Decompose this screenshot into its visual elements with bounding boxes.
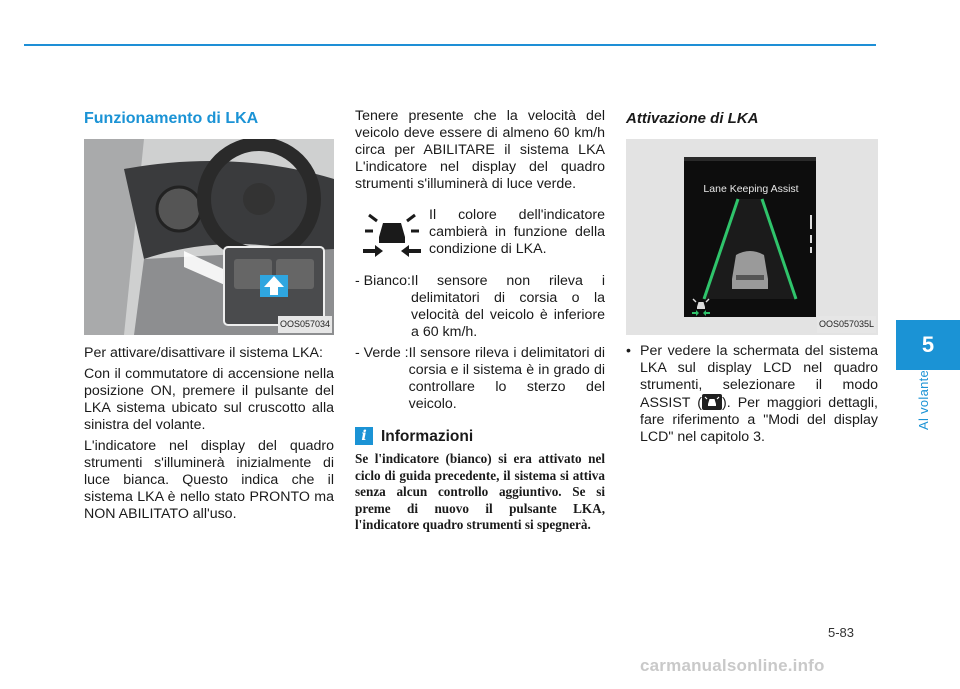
column-left xyxy=(84,104,334,527)
dashboard-photo xyxy=(84,139,334,335)
watermark: carmanualsonline.info xyxy=(640,656,825,675)
chapter-number-tab[interactable]: 5 xyxy=(896,320,960,370)
lcd-screen-title: Lane Keeping Assist xyxy=(703,183,799,195)
paragraph: Per attivare/disattivare il sistema LKA: xyxy=(84,345,323,361)
bullet-item xyxy=(626,343,878,446)
lka-indicator-icon xyxy=(355,207,429,261)
chapter-title: Al volante xyxy=(916,369,931,430)
chapter-title-tab[interactable] xyxy=(896,370,960,440)
indicator-note xyxy=(355,207,605,261)
definition-desc: Il sensore rileva i delimitatori di corsia e il sistema è in grado di controllare lo sterzo del veicolo. xyxy=(408,345,605,412)
bullet-symbol: • xyxy=(626,343,631,359)
subsection-heading: Attivazione di LKA xyxy=(626,110,759,127)
paragraph: Tenere presente che la velocità del veicolo deve essere di almeno 60 km/h circa per ABILITARE il sistema LKA L'indicatore nel display del quadro strumenti s'illuminerà di luce verde. xyxy=(355,108,605,192)
page-number: 5-83 xyxy=(828,625,855,640)
dashboard-illustration xyxy=(84,139,334,335)
info-title: Informazioni xyxy=(381,427,474,445)
definition-term: - Verde : xyxy=(355,345,409,361)
header-rule xyxy=(24,44,876,46)
lcd-screen-illustration xyxy=(626,139,878,335)
indicator-note-text: Il colore dell'indicatore cambierà in funzione della condizione di LKA. xyxy=(429,207,605,257)
definition-white xyxy=(355,273,605,341)
column-right xyxy=(626,104,878,446)
info-header xyxy=(355,427,605,445)
definition-green xyxy=(355,345,605,413)
info-icon: i xyxy=(355,427,373,445)
definition-desc: Il sensore non rileva i delimitatori di corsia o la velocità del veicolo è inferiore a 60 km/h. xyxy=(411,273,605,340)
section-heading: Funzionamento di LKA xyxy=(84,110,259,127)
figure-code: OOS057034 xyxy=(278,316,332,333)
definition-term: - Bianco: xyxy=(355,273,411,289)
figure-code: OOS057035L xyxy=(817,316,876,333)
assist-mode-icon xyxy=(702,394,722,410)
bullet-text: Per vedere la schermata del sistema LKA sul display LCD nel quadro strumenti, selezionare il modo ASSIST ( ). Per maggiori dettagli, fare riferimento a "Modi del display LCD" nel capitolo 3. xyxy=(640,343,878,445)
paragraph: L'indicatore nel display del quadro strumenti s'illuminerà inizialmente di luce bianca. Questo indica che il sistema LKA è nello stato PRONTO ma NON ABILITATO all'uso. xyxy=(84,438,334,522)
paragraph: Con il commutatore di accensione nella posizione ON, premere il pulsante del LKA sistema ubicato sul cruscotto alla sinistra del volante. xyxy=(84,366,334,433)
info-text: Se l'indicatore (bianco) si era attivato nel ciclo di guida precedente, il sistema si attiva senza alcun controllo aggiuntivo. Se si preme di nuovo il pulsante LKA, l'indicatore quadro strumenti si spegnerà. xyxy=(355,451,605,532)
column-middle xyxy=(355,104,605,534)
lcd-display-figure xyxy=(626,139,878,335)
